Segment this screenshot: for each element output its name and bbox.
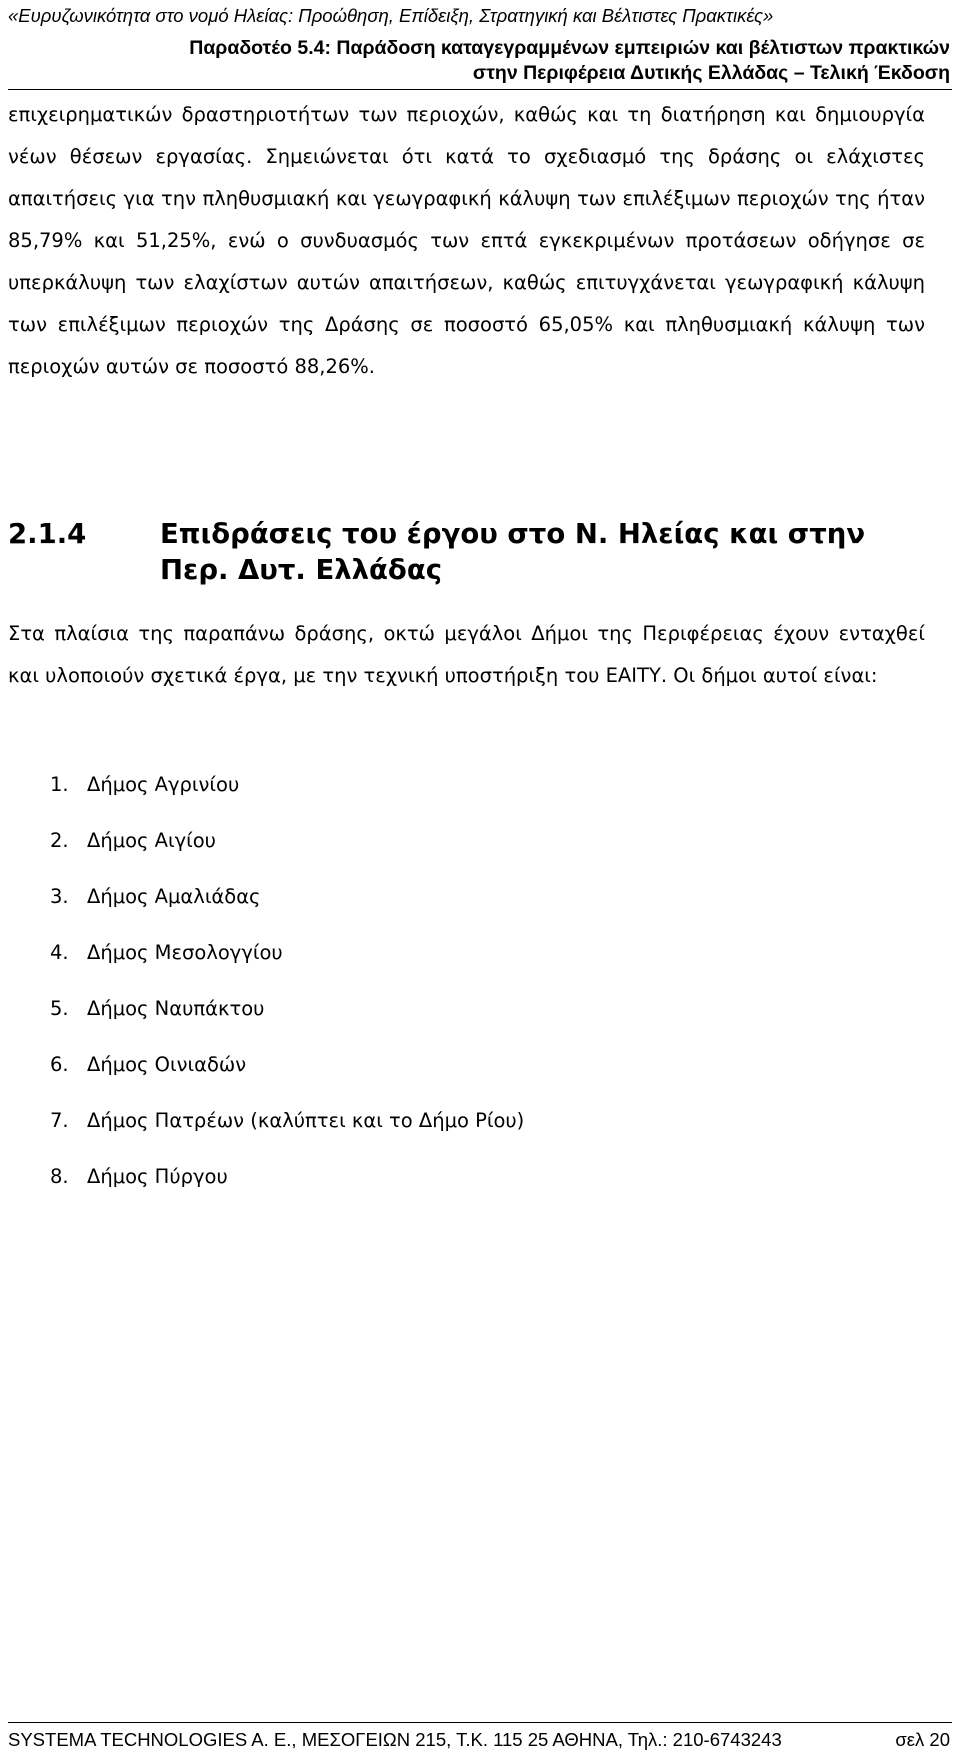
deliverable-title: [8, 36, 952, 86]
series-title: «Ευρυζωνικότητα στο νομό Ηλείας: Προώθηση, Επίδειξη, Στρατηγική και Βέλτιστες Πρακτικές»: [8, 5, 774, 26]
list-item: 7. Δήμος Πατρέων (καλύπτει και το Δήμο Ρίου): [50, 1109, 525, 1132]
section-number: 2.1.4: [8, 518, 87, 550]
header-divider: [8, 89, 952, 90]
municipalities-list: [8, 757, 524, 1205]
section-title-line1: Επιδράσεις του έργου στο Ν. Ηλείας και στην: [160, 518, 866, 550]
section-heading: [8, 516, 908, 588]
list-item: 6. Δήμος Οινιαδών: [50, 1053, 247, 1076]
paragraph-municipalities-intro: Στα πλαίσια της παραπάνω δράσης, οκτώ μεγάλοι Δήμοι της Περιφέρειας έχουν ενταχθεί και υλοποιούν σχετικά έργα, με την τεχνική υποστήριξη του ΕΑΙΤΥ. Οι δήμοι αυτοί είναι:: [8, 622, 925, 687]
list-item: 3. Δήμος Αμαλιάδας: [50, 885, 261, 908]
list-item: 4. Δήμος Μεσολογγίου: [50, 941, 283, 964]
page-footer: [8, 1726, 952, 1754]
page-header: [8, 0, 952, 86]
footer-company: SYSTEMA TECHNOLOGIES A. E., ΜΕΣΟΓΕΙΩΝ 215, Τ.Κ. 115 25 ΑΘΗΝΑ, Τηλ.: 210-6743243: [8, 1729, 782, 1750]
section-title-line2: Περ. Δυτ. Ελλάδας: [160, 554, 443, 586]
list-item: 2. Δήμος Αιγίου: [50, 829, 216, 852]
list-item: 8. Δήμος Πύργου: [50, 1165, 228, 1188]
list-item: 5. Δήμος Ναυπάκτου: [50, 997, 265, 1020]
page-number: σελ 20: [895, 1729, 950, 1750]
body-text: [8, 94, 925, 388]
deliverable-title-line1: Παραδοτέο 5.4: Παράδοση καταγεγραμμένων εμπειριών και βέλτιστων πρακτικών: [189, 37, 950, 59]
list-item: 1. Δήμος Αγρινίου: [50, 773, 240, 796]
paragraph-coverage: επιχειρηματικών δραστηριοτήτων των περιοχών, καθώς και τη διατήρηση και δημιουργία νέων θέσεων εργασίας. Σημειώνεται ότι κατά το σχεδιασμό της δράσης οι ελάχιστες απαιτήσεις για την πληθυσμιακή και γεωγραφική κάλυψη των επιλέξιμων περιοχών της ήταν 85,79% και 51,25%, ενώ ο συνδυασμός των επτά εγκεκριμένων προτάσεων οδήγησε σε υπερκάλυψη των ελαχίστων αυτών απαιτήσεων, καθώς επιτυγχάνεται γεωγραφική κάλυψη των επιλέξιμων περιοχών της Δράσης σε ποσοστό 65,05% και πληθυσμιακή κάλυψη των περιοχών αυτών σε ποσοστό 88,26%.: [8, 103, 925, 378]
deliverable-title-line2: στην Περιφέρεια Δυτικής Ελλάδας – Τελική Έκδοση: [472, 62, 950, 84]
section-body: [8, 613, 925, 697]
footer-divider: [8, 1722, 952, 1723]
